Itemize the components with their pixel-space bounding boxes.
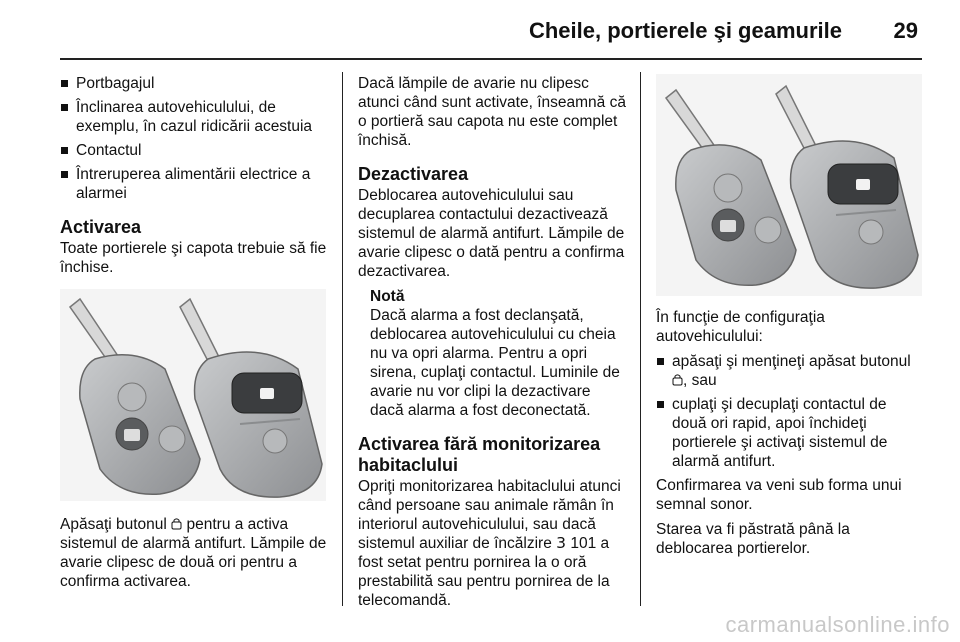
note-title: Notă [370,288,405,305]
conditions-list [60,74,328,203]
activation-intro: Toate portierele şi capota trebuie să fie închise. [60,240,327,276]
list-item: cuplaţi şi decuplaţi contactul de două ori rapid, apoi închideţi portierele şi activaţi sistemul de alarmă antifurt. [656,395,924,471]
key-fob-image-2 [656,74,922,296]
column-divider-2 [640,72,641,606]
state-text: Starea va fi păstrată până la deblocarea portierelor. [656,521,850,557]
configuration-intro: În funcţie de configuraţia autovehiculului: [656,309,825,345]
column-1 [60,74,328,597]
lock-button-icon [171,517,182,530]
list-item: apăsaţi şi menţineţi apăsat butonul , sau [656,352,924,390]
column-3 [656,74,924,564]
confirmation-text: Confirmarea va veni sub forma unui semnal sonor. [656,477,902,513]
list-item: Înclinarea autovehiculului, de exemplu, în cazul ridicării acestuia [60,98,328,136]
list-item: Întreruperea alimentării electrice a alarmei [60,165,328,203]
page-title: Cheile, portierele şi geamurile [528,18,842,43]
page-ref-arrow-icon: 3 [556,534,567,552]
page-header [0,0,960,60]
key-fob-image [60,289,326,501]
list-item: Contactul [60,141,328,160]
page-reference[interactable]: 101 [570,535,597,552]
activation-options-list [656,352,924,471]
activation-caption: Apăsaţi butonul pentru a activa sistemul de alarmă antifurt. Lămpile de avarie clipesc de două ori pentru a confirma activarea. [60,516,327,590]
section-heading-deactivation: Dezactivarea [358,164,469,184]
section-heading-no-monitoring: Activarea fără monitorizarea habitaclului [358,434,601,475]
deactivation-text: Deblocarea autovehiculului sau decuplarea contactului dezactivează sistemul de alarmă antifurt. Lămpile de avarie clipesc o dată pentru a confirma dezactivarea. [358,187,625,280]
key-fob-illustration [60,289,326,501]
lock-button-icon [672,373,683,386]
note-box [358,287,626,420]
section-heading-activation: Activarea [60,217,142,237]
column-divider-1 [342,72,343,606]
column-2 [358,74,626,616]
note-text: Dacă alarma a fost declanşată, deblocarea autovehiculului cu cheia nu va opri alarma. Pentru a opri sirena, cuplaţi contactul. Luminile de avarie nu vor clipi la dezactivare dacă alarma a fost deconectată. [370,307,620,419]
watermark: carmanualsonline.info [725,612,950,637]
page-number: 29 [893,18,918,43]
key-fob-illustration-2 [656,74,922,296]
list-item: Portbagajul [60,74,328,93]
not-closed-warning: Dacă lămpile de avarie nu clipesc atunci când sunt activate, înseamnă că o portieră sau capota nu este complet închisă. [358,75,626,149]
no-monitoring-text: Opriţi monitorizarea habitaclului atunci când persoane sau animale rămân în interiorul autovehiculului, sau dacă sistemul auxiliar de încălzire 3 101 a fost setat pentru pornirea la o oră prestabilită sau pentru pornirea de la telecomandă. [358,478,621,609]
header-divider [60,58,922,60]
